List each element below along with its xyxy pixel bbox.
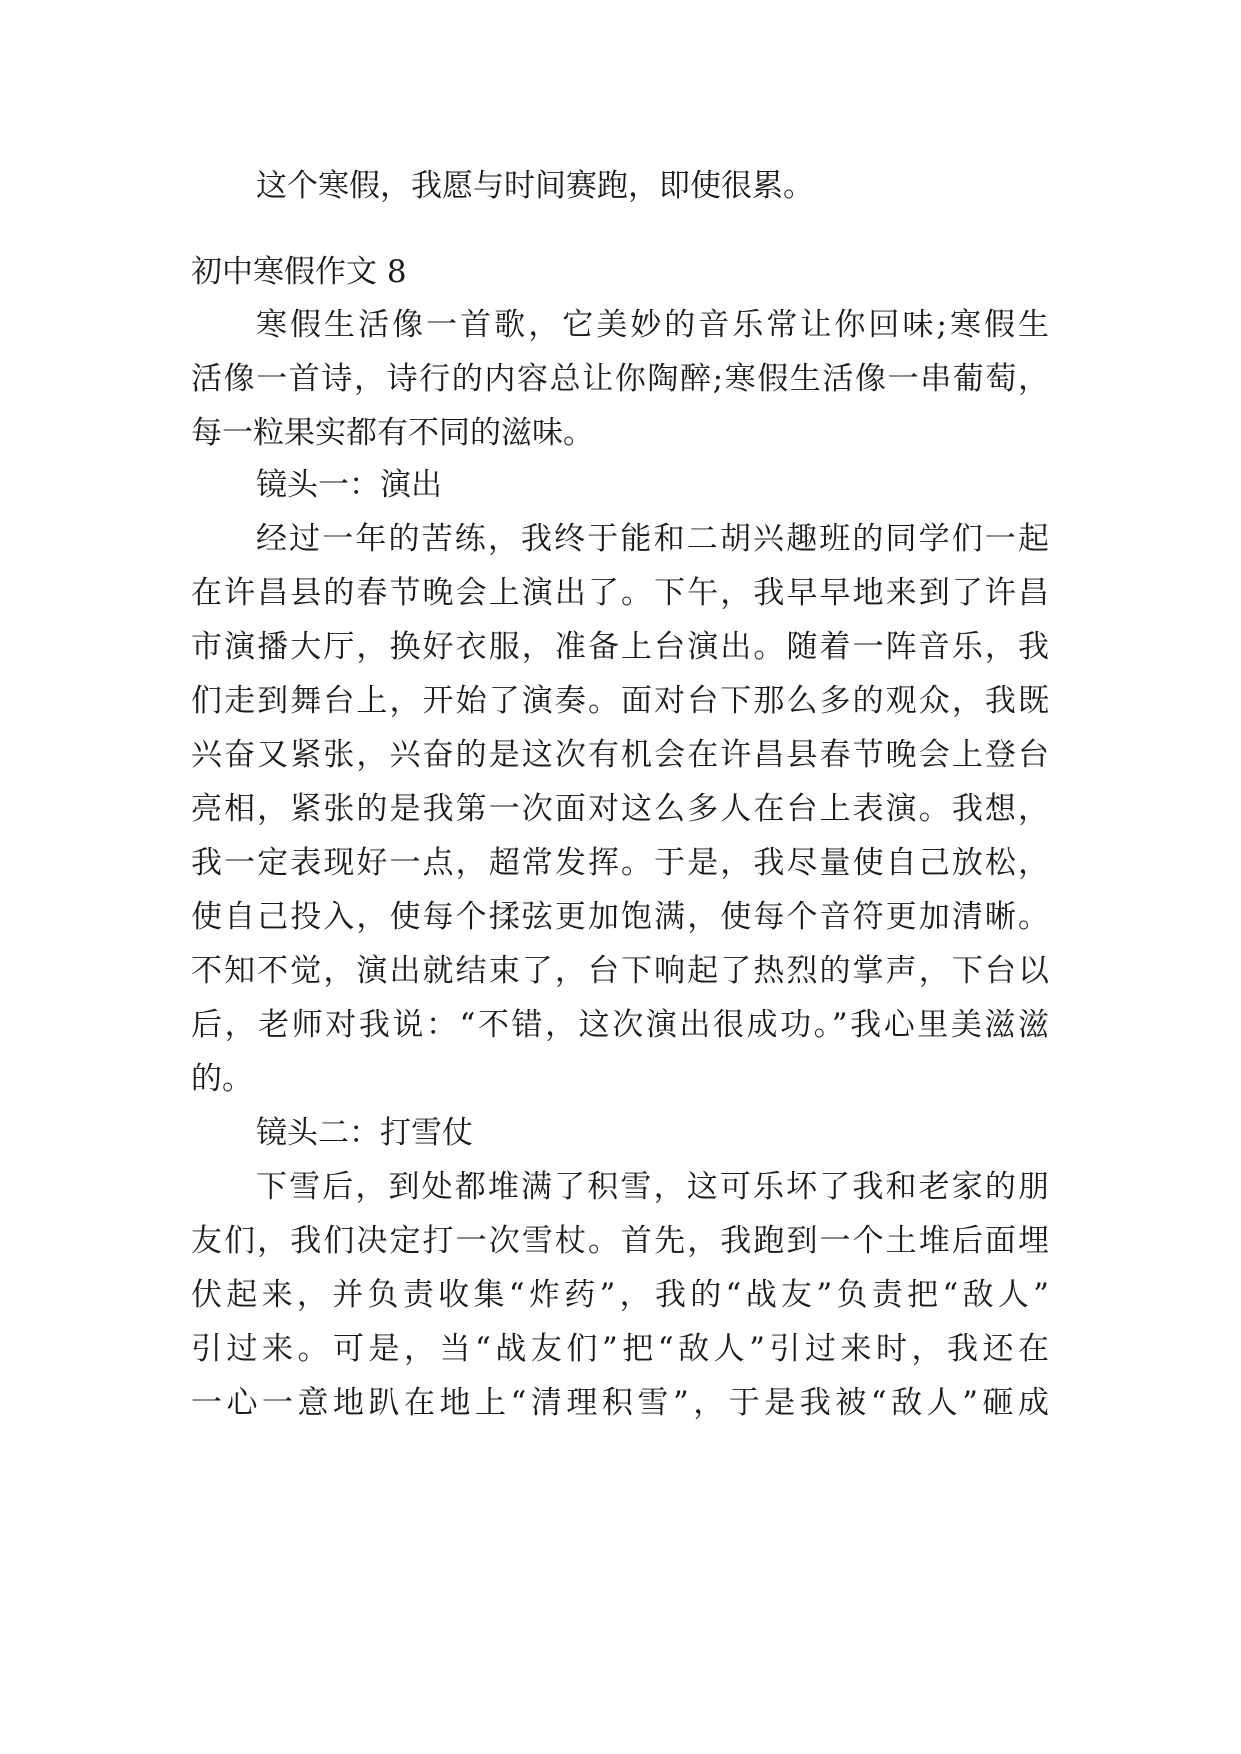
scene1-line: 们走到舞台上，开始了演奏。面对台下那么多的观众，我既 <box>191 683 1049 719</box>
scene2-line: 引过来。可是，当“战友们”把“敌人”引过来时，我还在 <box>191 1331 1049 1367</box>
intro-line: 每一粒果实都有不同的滋味。 <box>191 415 594 451</box>
scene1-heading: 镜头一：演出 <box>256 467 442 503</box>
section-title: 初中寒假作文 8 <box>191 254 407 290</box>
scene1-line: 使自己投入，使每个揉弦更加饱满，使每个音符更加清晰。 <box>191 899 1049 935</box>
scene1-line: 在许昌县的春节晚会上演出了。下午，我早早地来到了许昌 <box>191 575 1049 611</box>
scene2-line: 下雪后，到处都堆满了积雪，这可乐坏了我和老家的朋 <box>256 1169 1049 1205</box>
scene1-line: 亮相，紧张的是我第一次面对这么多人在台上表演。我想， <box>191 791 1049 827</box>
scene2-line: 一心一意地趴在地上“清理积雪”，于是我被“敌人”砸成 <box>191 1385 1049 1421</box>
scene1-line: 兴奋又紧张，兴奋的是这次有机会在许昌县春节晚会上登台 <box>191 737 1049 773</box>
scene2-line: 友们，我们决定打一次雪杖。首先，我跑到一个土堆后面埋 <box>191 1223 1049 1259</box>
scene2-heading: 镜头二：打雪仗 <box>256 1115 473 1151</box>
scene1-line: 后，老师对我说：“不错，这次演出很成功。”我心里美滋滋 <box>191 1007 1049 1043</box>
scene2-line: 伏起来，并负责收集“炸药”，我的“战友”负责把“敌人” <box>191 1277 1049 1313</box>
scene1-line: 经过一年的苦练，我终于能和二胡兴趣班的同学们一起 <box>256 521 1049 557</box>
intro-line: 寒假生活像一首歌，它美妙的音乐常让你回味;寒假生 <box>256 307 1049 343</box>
scene1-line: 市演播大厅，换好衣服，准备上台演出。随着一阵音乐，我 <box>191 629 1049 665</box>
intro-line: 活像一首诗，诗行的内容总让你陶醉;寒假生活像一串葡萄， <box>191 361 1049 397</box>
top-paragraph: 这个寒假，我愿与时间赛跑，即使很累。 <box>256 168 814 204</box>
scene1-line: 不知不觉，演出就结束了，台下响起了热烈的掌声，下台以 <box>191 953 1049 989</box>
scene1-line: 我一定表现好一点，超常发挥。于是，我尽量使自己放松， <box>191 845 1049 881</box>
scene1-line: 的。 <box>191 1061 253 1097</box>
